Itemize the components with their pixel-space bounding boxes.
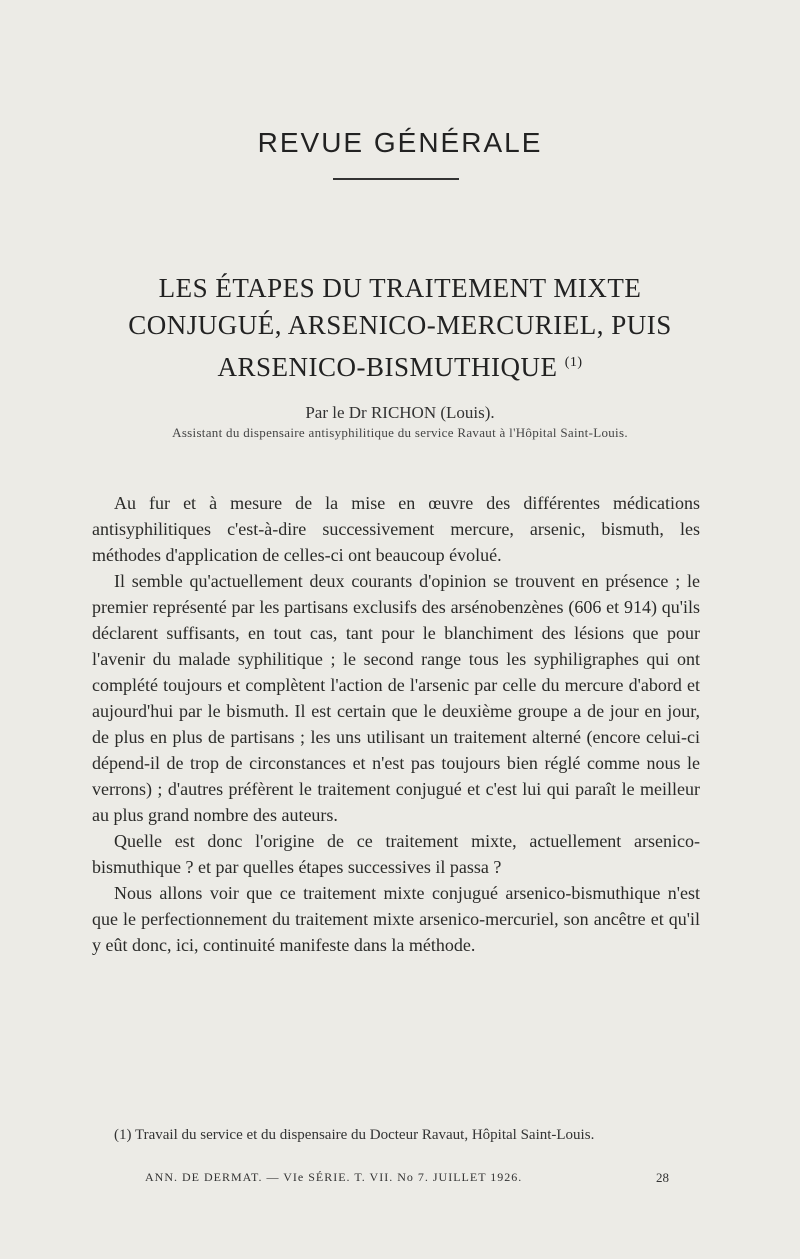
article-body — [92, 490, 700, 958]
article-title — [0, 270, 800, 386]
author-affiliation: Assistant du dispensaire antisyphilitique du service Ravaut à l'Hôpital Saint-Louis. — [172, 425, 628, 440]
page-number: 28 — [656, 1170, 669, 1185]
title-line-3-text: ARSENICO-BISMUTHIQUE — [217, 352, 558, 382]
paragraph: Quelle est donc l'origine de ce traitement mixte, actuellement arsenico-bismuthique ? et par quelles étapes successives il passa ? — [92, 831, 700, 877]
section-heading: REVUE GÉNÉRALE — [257, 127, 543, 158]
title-line-2: CONJUGUÉ, ARSENICO-MERCURIEL, PUIS — [128, 310, 672, 340]
footnote: (1) Travail du service et du dispensaire du Docteur Ravaut, Hôpital Saint-Louis. — [114, 1127, 595, 1143]
paragraph: Il semble qu'actuellement deux courants d'opinion se trouvent en présence ; le premier représenté par les partisans exclusifs des arsénobenzènes (606 et 914) qu'ils déclarent suffisants, en tout cas, tant pour le blanchiment des lésions que pour l'avenir du malade syphilitique ; le second range tous les syphiligraphes qui ont complété toujours et complètent l'action de l'arsenic par celle du mercure d'abord et aujourd'hui par le bismuth. Il est certain que le deuxième groupe a de jour en jour, de plus en plus de partisans ; les uns utilisant un traitement alterné (encore celui-ci dépend-il de trop de circonstances et n'est pas toujours bien réglé comme nous le verrons) ; d'autres préfèrent le traitement conjugué et c'est lui qui paraît le meilleur au plus grand nombre des auteurs. — [92, 571, 700, 825]
author-line: Par le Dr RICHON (Louis). — [305, 403, 495, 422]
footnote-ref: (1) — [564, 355, 583, 370]
heading-rule — [333, 178, 459, 180]
paragraph: Au fur et à mesure de la mise en œuvre des différentes médications antisyphilitiques c'est-à-dire successivement mercure, arsenic, bismuth, les méthodes d'application de celles-ci ont beaucoup évolué. — [92, 493, 700, 565]
paragraph: Nous allons voir que ce traitement mixte conjugué arsenico-bismuthique n'est que le perfectionnement du traitement mixte arsenico-mercuriel, son ancêtre et qu'il y eût donc, ici, continuité manifeste dans la méthode. — [92, 883, 700, 955]
running-footer: ANN. DE DERMAT. — VIe SÉRIE. T. VII. No 7. JUILLET 1926. — [145, 1170, 523, 1184]
title-line-3 — [0, 344, 800, 386]
title-line-1: LES ÉTAPES DU TRAITEMENT MIXTE — [158, 273, 642, 303]
